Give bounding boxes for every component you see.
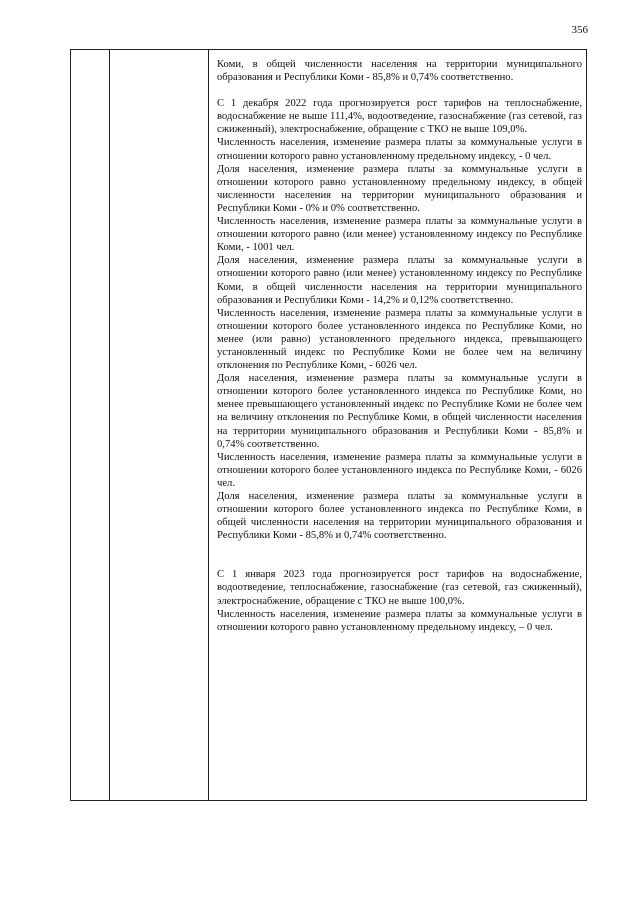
column-divider-1 [109,50,110,800]
paragraph: Численность населения, изменение размера платы за коммунальные услуги в отношении которого равно установленному предельному индексу, - 0 чел. [217,137,582,162]
paragraph: Доля населения, изменение размера платы за коммунальные услуги в отношении которого более установленного индекса по Республике Коми, но менее превышающего установленный индекс по Республике Коми не более чем на величину отклонения по Республике Коми, в общей численности населения на территории муниципального образования и Республики Коми - 85,8% и 0,74% соответственно. [217,373,582,450]
paragraph: Численность населения, изменение размера платы за коммунальные услуги в отношении которого равно установленному предельному индексу, – 0 чел. [217,608,582,633]
paragraph: Доля населения, изменение размера платы за коммунальные услуги в отношении которого равно (или менее) установленному индексу по Республике Коми, в общей численности населения на территории муниципального образования и Республики Коми - 14,2% и 0,12% соответственно. [217,255,582,306]
paragraph-continuation: Коми, в общей численности населения на территории муниципального образования и Республики Коми - 85,8% и 0,74% соответственно. [217,59,582,84]
paragraph-january-forecast: С 1 января 2023 года прогнозируется рост тарифов на водоснабжение, водоотведение, теплоснабжение, газоснабжение (газ сетевой, газ сжиженный), электроснабжение, обращение с ТКО не выше 100,0%. [217,569,582,607]
paragraph: Доля населения, изменение размера платы за коммунальные услуги в отношении которого равно установленному предельному индексу, в общей численности населения на территории муниципального образования и Республики Коми - 0% и 0% соответственно. [217,163,582,214]
table-cell-text [217,58,582,634]
column-divider-2 [208,50,209,800]
paragraph-december-forecast: С 1 декабря 2022 года прогнозируется рост тарифов на теплоснабжение, водоснабжение не выше 111,4%, водоотведение, газоснабжение (газ сетевой, газ сжиженный), электроснабжение, обращение с ТКО не выше 109,0%. [217,98,582,136]
paragraph: Численность населения, изменение размера платы за коммунальные услуги в отношении которого более установленного индекса по Республике Коми, - 6026 чел. [217,451,582,489]
document-table [70,49,587,801]
page-number: 356 [571,24,588,36]
paragraph: Численность населения, изменение размера платы за коммунальные услуги в отношении которого более установленного индекса по Республике Коми, но менее (или равно) установленного предельного индекса, превышающего установленный индекс по Республике Коми не более чем на величину отклонения по Республике Коми, - 6026 чел. [217,307,582,372]
paragraph: Численность населения, изменение размера платы за коммунальные услуги в отношении которого равно (или менее) установленному индексу по Республике Коми, - 1001 чел. [217,216,582,254]
paragraph: Доля населения, изменение размера платы за коммунальные услуги в отношении которого более установленного индекса по Республике Коми, в общей численности населения на территории муниципального образования и Республики Коми - 85,8% и 0,74% соответственно. [217,491,582,542]
